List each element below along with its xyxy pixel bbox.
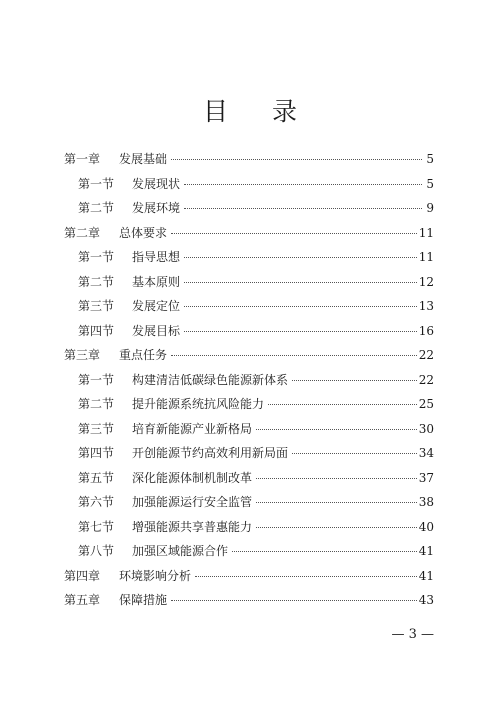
toc-entry-number: 第八节 [78, 544, 115, 558]
toc-entry-page: 9 [426, 201, 434, 215]
toc-section-entry [64, 172, 434, 197]
toc-entry-page: 22 [418, 348, 434, 362]
toc-entry-label [78, 196, 182, 221]
toc-entry-label [78, 490, 254, 515]
toc-entry-label [64, 343, 169, 368]
toc-entry-page: 16 [418, 323, 434, 338]
dot-leader [171, 354, 417, 356]
toc-entry-number: 第四节 [78, 446, 115, 460]
toc-entry-text: 提升能源系统抗风险能力 [132, 397, 265, 411]
toc-entry-label [78, 245, 182, 270]
toc-entry-label [64, 221, 169, 246]
toc-entry-text: 加强能源运行安全监管 [132, 495, 253, 509]
dot-leader [184, 305, 417, 307]
toc-entry-text: 构建清洁低碳绿色能源新体系 [132, 372, 289, 387]
toc-section-entry [64, 270, 434, 295]
toc-entry-page: 11 [418, 225, 434, 240]
toc-section-entry [64, 319, 434, 344]
toc-section-entry [64, 490, 434, 515]
dot-leader [292, 379, 417, 381]
toc-section-entry [64, 417, 434, 442]
toc-entry-text: 发展环境 [132, 201, 181, 215]
toc-chapter-entry [64, 221, 434, 246]
dot-leader [195, 575, 417, 577]
toc-entry-text: 保障措施 [119, 593, 168, 607]
toc-section-entry [64, 515, 434, 540]
toc-section-entry [64, 196, 434, 221]
toc-entry-number: 第四节 [78, 323, 115, 338]
toc-entry-page: 37 [418, 470, 434, 485]
toc-entry-text: 环境影响分析 [119, 568, 192, 583]
toc-section-entry [64, 245, 434, 270]
toc-entry-label [78, 319, 182, 344]
toc-section-entry [64, 368, 434, 393]
toc-entry-label [64, 588, 169, 613]
toc-entry-label [78, 441, 290, 466]
toc-entry-number: 第五节 [78, 470, 115, 485]
toc-entry-number: 第二节 [78, 201, 115, 215]
toc-entry-page: 5 [426, 152, 434, 166]
toc-entry-text: 发展定位 [132, 299, 181, 313]
dot-leader [171, 599, 417, 601]
toc-chapter-entry [64, 147, 434, 172]
toc-entry-number: 第二章 [64, 225, 101, 240]
toc-entry-page: 41 [418, 568, 434, 583]
toc-entry-number: 第三节 [78, 299, 115, 313]
toc-section-entry [64, 539, 434, 564]
toc-entry-label [64, 147, 169, 172]
toc-entry-number: 第三节 [78, 421, 115, 436]
toc-section-entry [64, 466, 434, 491]
toc-entry-page: 5 [426, 176, 434, 191]
dot-leader [184, 281, 417, 283]
toc-entry-page: 30 [418, 421, 434, 436]
toc-entry-label [78, 294, 182, 319]
dot-leader [184, 330, 417, 332]
toc-entry-number: 第二节 [78, 274, 115, 289]
toc-entry-label [78, 172, 182, 197]
toc-entry-page: 40 [418, 519, 434, 534]
toc-entry-page: 34 [418, 446, 434, 460]
table-of-contents [64, 147, 434, 613]
dot-leader [256, 501, 417, 503]
toc-entry-text: 增强能源共享普惠能力 [132, 519, 253, 534]
toc-entry-label [78, 392, 266, 417]
toc-entry-text: 发展现状 [132, 176, 181, 191]
toc-entry-page: 11 [418, 250, 434, 264]
dot-leader [232, 550, 417, 552]
toc-entry-page: 41 [418, 544, 434, 558]
toc-entry-label [64, 564, 193, 589]
toc-entry-label [78, 539, 230, 564]
toc-entry-text: 加强区域能源合作 [132, 544, 229, 558]
toc-entry-label [78, 368, 290, 393]
toc-entry-number: 第三章 [64, 348, 101, 362]
toc-section-entry [64, 392, 434, 417]
toc-entry-number: 第二节 [78, 397, 115, 411]
toc-entry-page: 12 [418, 274, 434, 289]
toc-entry-page: 43 [418, 593, 434, 607]
dot-leader [256, 526, 417, 528]
toc-entry-text: 发展基础 [119, 152, 168, 166]
toc-entry-number: 第一章 [64, 152, 101, 166]
toc-entry-number: 第四章 [64, 568, 101, 583]
toc-entry-number: 第一节 [78, 250, 115, 264]
dot-leader [292, 452, 417, 454]
toc-entry-label [78, 417, 254, 442]
toc-entry-number: 第一节 [78, 372, 115, 387]
toc-entry-number: 第六节 [78, 495, 115, 509]
toc-entry-number: 第七节 [78, 519, 115, 534]
dot-leader [268, 403, 417, 405]
toc-entry-label [78, 466, 254, 491]
toc-section-entry [64, 294, 434, 319]
toc-entry-number: 第五章 [64, 593, 101, 607]
dot-leader [171, 232, 417, 234]
toc-entry-page: 25 [418, 397, 434, 411]
toc-entry-page: 22 [418, 372, 434, 387]
toc-chapter-entry [64, 343, 434, 368]
toc-entry-text: 基本原则 [132, 274, 181, 289]
dot-leader [256, 428, 417, 430]
toc-entry-text: 总体要求 [119, 225, 168, 240]
dot-leader [171, 158, 422, 160]
toc-chapter-entry [64, 588, 434, 613]
toc-entry-text: 重点任务 [119, 348, 168, 362]
toc-entry-text: 深化能源体制机制改革 [132, 470, 253, 485]
toc-entry-label [78, 270, 182, 295]
dot-leader [184, 183, 422, 185]
toc-entry-text: 指导思想 [132, 250, 181, 264]
dot-leader [184, 207, 422, 209]
toc-entry-page: 13 [418, 299, 434, 313]
dot-leader [184, 256, 417, 258]
page-title: 目 录 [203, 97, 315, 126]
page-number: — 3 — [391, 627, 434, 642]
toc-section-entry [64, 441, 434, 466]
toc-entry-text: 开创能源节约高效利用新局面 [132, 446, 289, 460]
toc-entry-text: 培育新能源产业新格局 [132, 421, 253, 436]
toc-entry-label [78, 515, 254, 540]
dot-leader [256, 477, 417, 479]
toc-entry-text: 发展目标 [132, 323, 181, 338]
toc-entry-number: 第一节 [78, 176, 115, 191]
toc-entry-page: 38 [418, 495, 434, 509]
toc-chapter-entry [64, 564, 434, 589]
